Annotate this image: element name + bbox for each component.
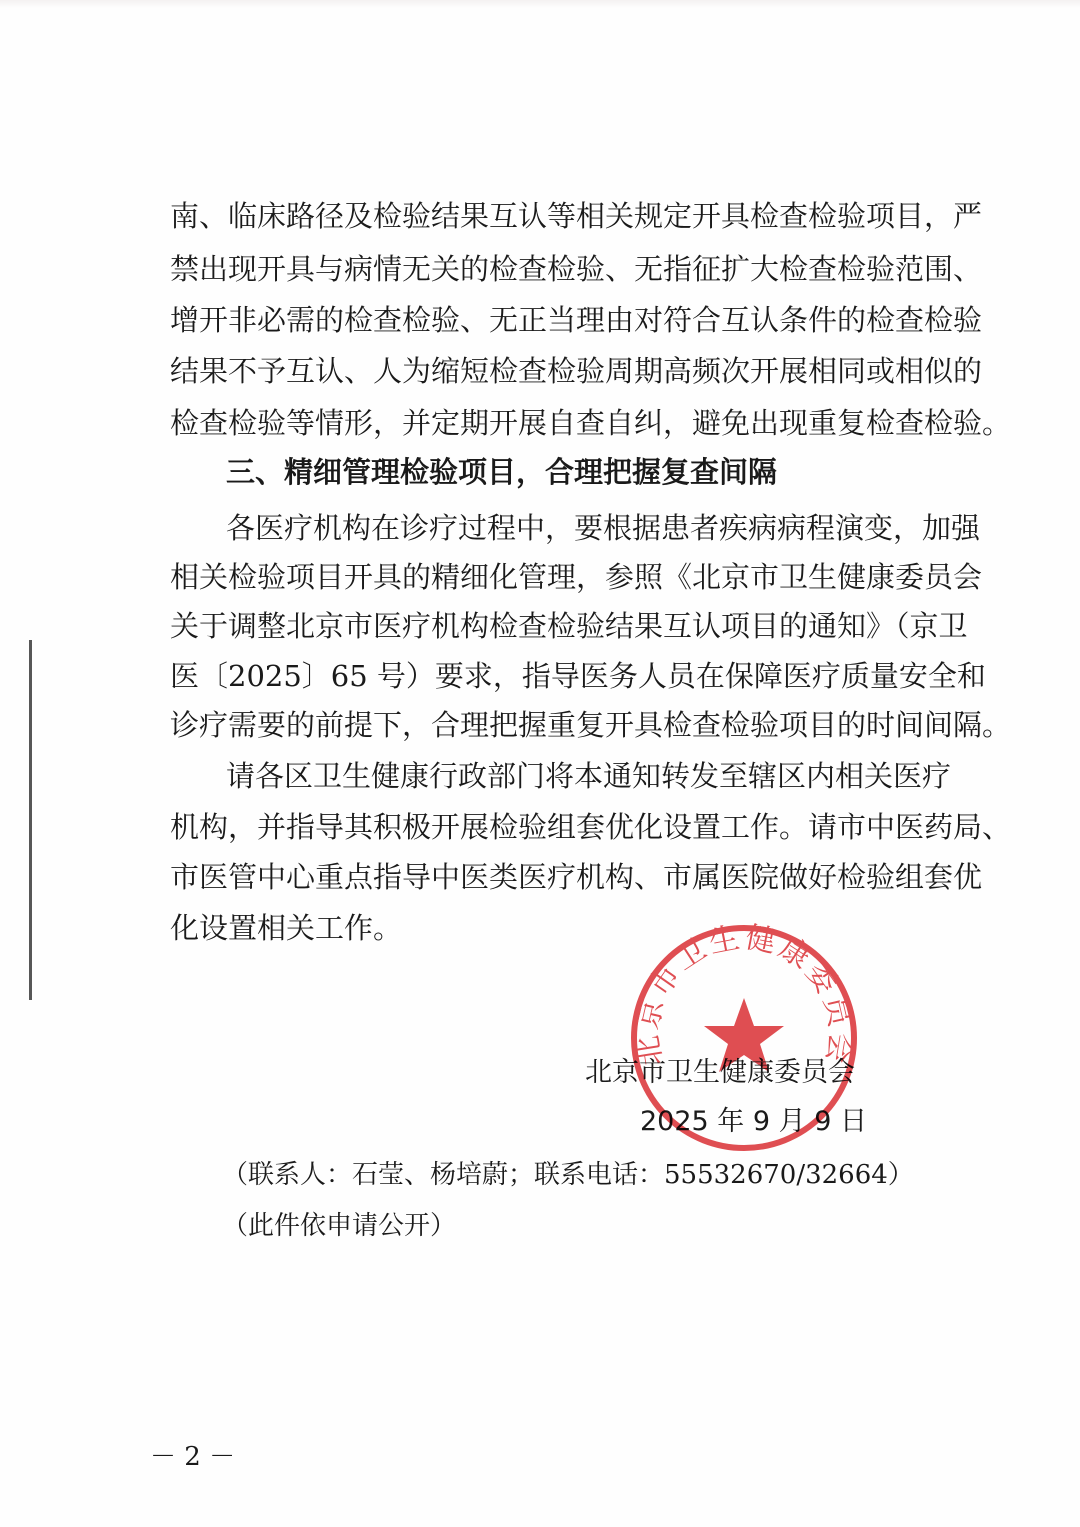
paragraph-line: 各医疗机构在诊疗过程中，要根据患者疾病病程演变，加强 xyxy=(226,511,981,545)
paragraph-line: 化设置相关工作。 xyxy=(170,911,403,945)
seal-star-icon xyxy=(704,998,784,1072)
paragraph-line: 禁出现开具与病情无关的检查检验、无指征扩大检查检验范围、 xyxy=(170,252,983,286)
paragraph-line: 相关检验项目开具的精细化管理，参照《北京市卫生健康委员会 xyxy=(170,560,983,594)
binding-mark xyxy=(29,640,32,1000)
scan-edge xyxy=(0,0,1080,8)
issue-date: 2025 年 9 月 9 日 xyxy=(640,1106,867,1137)
contact-line: （联系人：石莹、杨培蔚；联系电话：55532670/32664） xyxy=(222,1160,914,1190)
page-number: － 2 － xyxy=(150,1442,236,1472)
paragraph-line: 关于调整北京市医疗机构检查检验结果互认项目的通知》（京卫 xyxy=(170,609,968,643)
paragraph-line: 机构，并指导其积极开展检验组套优化设置工作。请市中医药局、 xyxy=(170,810,1012,844)
paragraph-line: 增开非必需的检查检验、无正当理由对符合互认条件的检查检验 xyxy=(170,303,983,337)
seal-text: 北京市卫生健康委员会 xyxy=(629,922,859,1069)
disclosure-line: （此件依申请公开） xyxy=(222,1211,457,1241)
issuer-name: 北京市卫生健康委员会 xyxy=(585,1057,855,1088)
section-heading: 三、精细管理检验项目，合理把握复查间隔 xyxy=(226,455,778,489)
paragraph-line: 市医管中心重点指导中医类医疗机构、市属医院做好检验组套优 xyxy=(170,860,983,894)
paragraph-line: 南、临床路径及检验结果互认等相关规定开具检查检验项目，严 xyxy=(170,199,983,233)
paragraph-line: 结果不予互认、人为缩短检查检验周期高频次开展相同或相似的 xyxy=(170,354,983,388)
paragraph-line: 医〔2025〕65 号）要求，指导医务人员在保障医疗质量安全和 xyxy=(170,659,986,693)
paragraph-line: 诊疗需要的前提下，合理把握重复开具检查检验项目的时间间隔。 xyxy=(170,708,1012,742)
official-seal xyxy=(628,922,860,1154)
paragraph-line: 请各区卫生健康行政部门将本通知转发至辖区内相关医疗 xyxy=(226,759,952,793)
paragraph-line: 检查检验等情形，并定期开展自查自纠，避免出现重复检查检验。 xyxy=(170,406,1012,440)
